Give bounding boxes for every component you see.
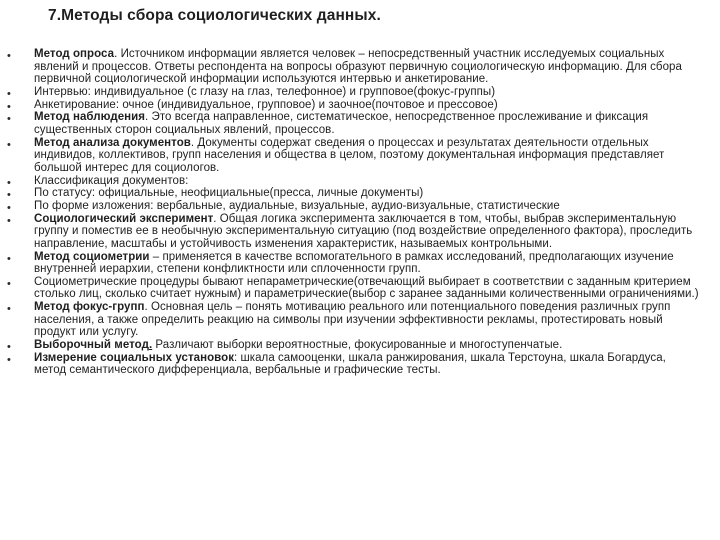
bullet-icon: •: [7, 201, 11, 214]
bullet-item: [7, 48, 700, 86]
bullet-lead: Измерение социальных установок: [34, 351, 235, 364]
bullet-item: [7, 275, 700, 301]
bullet-lead: Метод опроса: [34, 48, 115, 60]
bullet-text: – применяется в качестве вспомогательного в рамках исследований, предполагающих изучение внутренней иерархии, степени конфликтности или сплоченности групп.: [34, 250, 674, 276]
bullet-item: [7, 250, 700, 276]
bullet-lead: Выборочный метод: [34, 339, 149, 352]
bullet-icon: •: [7, 214, 11, 227]
bullet-item: [7, 187, 700, 202]
bullet-list: [0, 48, 720, 377]
bullet-item: [7, 351, 700, 377]
bullet-text: Различают выборки вероятностные, фокусированные и многоступенчатые.: [152, 339, 563, 352]
bullet-text: Анкетирование: очное (индивидуальное, групповое) и заочное(почтовое и прессовое): [34, 98, 498, 111]
bullet-lead: Метод анализа документов: [34, 136, 191, 149]
bullet-item: [7, 98, 700, 113]
bullet-item: [7, 199, 700, 214]
bullet-icon: •: [7, 138, 11, 151]
bullet-lead: Метод наблюдения: [34, 111, 146, 124]
bullet-item: [7, 301, 700, 339]
bullet-icon: •: [7, 341, 11, 354]
bullet-item: [7, 339, 700, 354]
bullet-item: [7, 174, 700, 189]
bullet-icon: •: [7, 113, 11, 126]
bullet-icon: •: [7, 252, 11, 265]
bullet-text: Классификация документов:: [34, 174, 189, 187]
bullet-text: . Общая логика эксперимента заключается в том, чтобы, выбрав экспериментальную группу и поместив ее в необычную экспериментальную ситуацию (под воздействие определенного фактора), проследить направление, масштабы и устойчивость изменения характеристик, называемых контрольными.: [34, 212, 693, 250]
bullet-text: Интервью: индивидуальное (с глазу на глаз, телефонное) и групповое(фокус-группы): [34, 85, 496, 98]
bullet-text: . Документы содержат сведения о процессах и результатах деятельности отдельных индивидов, коллективов, групп населения и общества в целом, поэтому документальная информация представляет большой интерес для социологов.: [34, 136, 665, 174]
bullet-item: [7, 212, 700, 251]
bullet-lead: Социологический эксперимент: [34, 212, 214, 225]
bullet-item: [7, 136, 700, 175]
bullet-lead-underline: .: [148, 339, 153, 352]
bullet-icon: •: [7, 189, 11, 202]
bullet-icon: •: [7, 100, 11, 113]
bullet-item: [7, 111, 700, 136]
bullet-text: : шкала самооценки, шкала ранжирования, шкала Терстоуна, шкала Богардуса, метод семантического дифференциала, вербальные и графические тесты.: [34, 351, 666, 377]
bullet-item: [7, 85, 700, 100]
bullet-icon: •: [7, 50, 11, 62]
bullet-text: По статусу: официальные, неофициальные(пресса, личные документы): [34, 187, 424, 200]
bullet-lead: Метод социометрии: [34, 250, 150, 263]
bullet-text: . Источником информации является человек – непосредственный участник исследуемых социальных явлений и процессов. Ответы респондента на вопросы образуют первичную социологическую информацию. Для сбора первичной социологической информации используются интервью и анкетирование.: [34, 48, 682, 86]
slide-title: 7.Методы сбора социологических данных.: [48, 7, 381, 24]
bullet-icon: •: [7, 277, 11, 290]
bullet-text: . Это всегда направленное, систематическое, непосредственное прослеживание и фиксация существенных сторон социальных явлений, процессов.: [34, 111, 649, 136]
bullet-icon: •: [7, 303, 11, 316]
bullet-text: По форме изложения: вербальные, аудиальные, визуальные, аудио-визуальные, статистические: [34, 199, 560, 212]
bullet-icon: •: [7, 87, 11, 100]
bullet-icon: •: [7, 353, 11, 366]
bullet-icon: •: [7, 176, 11, 189]
bullet-lead: Метод фокус-групп: [34, 301, 145, 314]
bullet-text: Социометрические процедуры бывают непараметрические(отвечающий выбирает в соответствии с заданным критерием столько лиц, сколько считает нужным) и параметрические(выбор с заранее заданными количественными ограничениями.): [34, 275, 699, 301]
bullet-text: . Основная цель – понять мотивацию реального или потенциального поведения различных групп населения, а также определить реакцию на символы при изучении эффективности рекламы, протестировать новый продукт или услугу.: [34, 301, 671, 339]
